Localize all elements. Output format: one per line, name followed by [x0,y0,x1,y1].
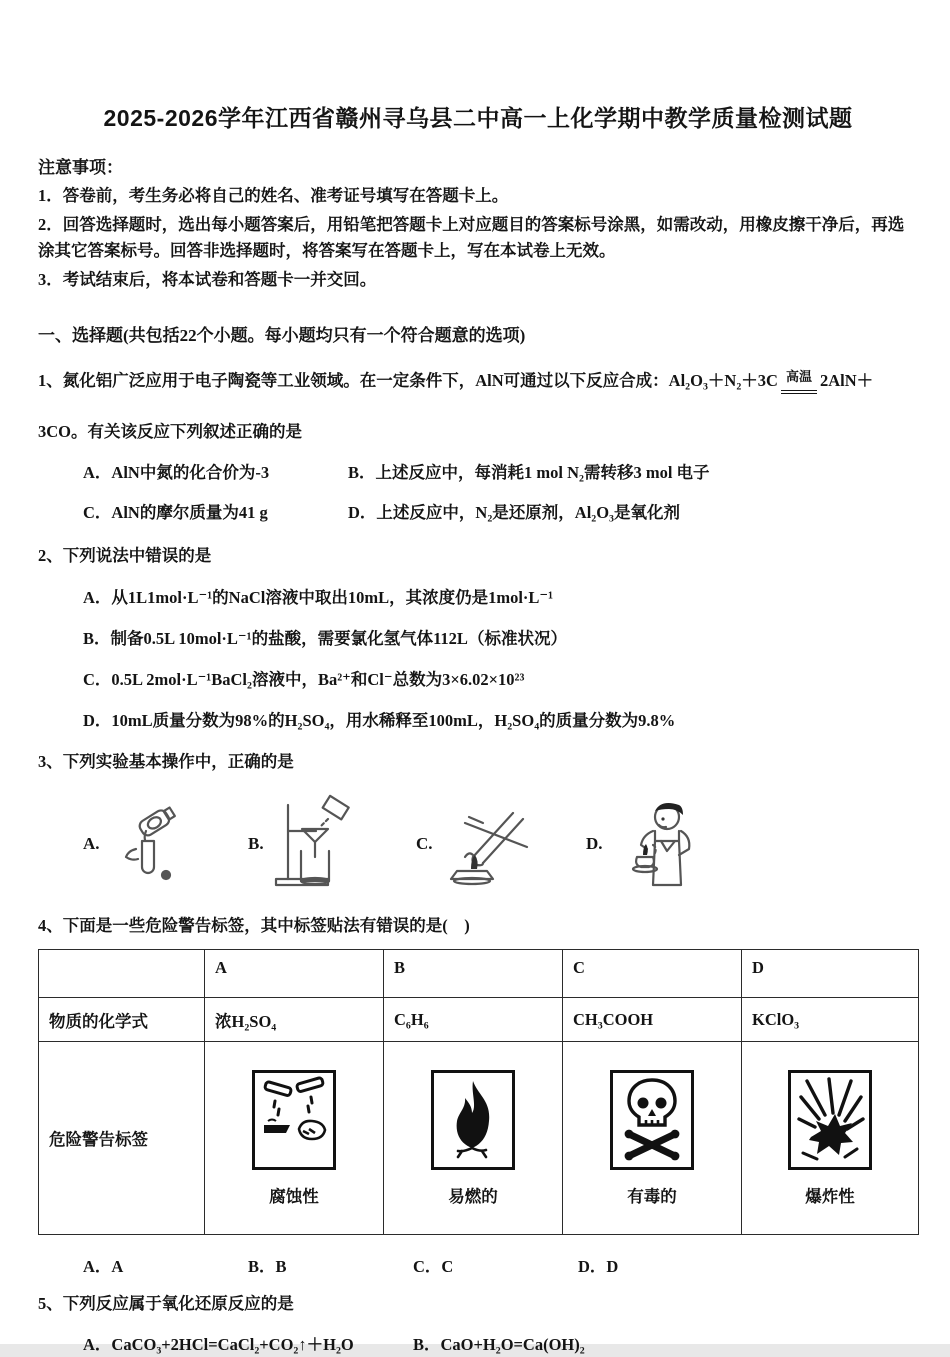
page-title: 2025-2026学年江西省赣州寻乌县二中高一上化学期中教学质量检测试题 [103,105,853,131]
flammable-label-box [431,1070,515,1170]
label-caption-explosive: 爆炸性 [805,1186,855,1206]
filtration-apparatus-icon [270,795,365,893]
equation-left: Al₂O₃＋N₂＋3C [668,371,778,390]
q3-option-b-label: B. [248,834,264,853]
q5-options-row [38,1333,918,1357]
notice-section [38,153,918,293]
explosive-icon [795,1075,865,1165]
label-caption-corrosive: 腐蚀性 [269,1186,319,1206]
q4-option-b: B．B [248,1257,287,1276]
table-header-row [39,950,919,998]
label-cell-explosive [742,1042,919,1235]
corrosive-label-box [252,1070,336,1170]
q5-option-b: B．CaO+H₂O=Ca(OH)₂ [413,1335,585,1354]
corrosive-icon [259,1077,329,1163]
q4-option-c: C．C [413,1257,454,1276]
header-d: D [742,950,919,998]
question-1-text: 1、氮化铝广泛应用于电子陶瓷等工业领域。在一定条件下，AlN可通过以下反应合成： [38,371,669,390]
notice-item-1: 1．答卷前，考生务必将自己的姓名、准考证号填写在答题卡上。 [38,186,509,205]
question-1-options-row-2 [38,501,918,525]
toxic-icon [617,1076,687,1164]
q3-figure-a [83,797,248,892]
question-1-stem [38,368,918,399]
hazard-label-table [38,949,919,1235]
q4-answers-row [38,1253,918,1277]
header-a: A [205,950,384,998]
formula-c: CH₃COOH [563,998,742,1042]
formula-b: C₆H₆ [384,998,563,1042]
q2-option-c: C．0.5L 2mol·L⁻¹BaCl₂溶液中，Ba²⁺和Cl⁻总数为3×6.02×10²³ [83,670,525,689]
question-2-stem: 2、下列说法中错误的是 [38,546,212,565]
notice-item-3: 3．考试结束后，将本试卷和答题卡一并交回。 [38,270,377,289]
formula-row [39,998,919,1042]
question-5-stem: 5、下列反应属于氧化还原反应的是 [38,1294,294,1313]
question-1-stem-continued: 3CO。有关该反应下列叙述正确的是 [38,422,302,441]
section-1-heading: 一、选择题(共包括22个小题。每小题均只有一个符合题意的选项) [38,326,526,345]
question-1-options-row-1 [38,461,918,485]
pour-liquid-into-test-tube-icon [106,797,201,892]
header-empty-cell [39,950,205,998]
notice-heading: 注意事项： [38,158,123,177]
formula-d: KClO₃ [742,998,919,1042]
question-3-stem: 3、下列实验基本操作中，正确的是 [38,752,294,771]
q1-option-a: A．AlN中氮的化合价为-3 [83,463,270,482]
q3-option-d-label: D. [586,834,603,853]
q2-option-b: B．制备0.5L 10mol·L⁻¹的盐酸，需要氯化氢气体112L（标准状况） [83,629,567,648]
heating-test-tube-over-lamp-icon [439,797,549,892]
q3-figure-c [416,797,586,892]
q3-figure-d [586,795,756,893]
q1-option-b: B．上述反应中，每消耗1 mol N₂需转移3 mol 电子 [348,463,710,482]
q4-option-d: D．D [578,1257,619,1276]
label-cell-toxic [563,1042,742,1235]
q4-option-a: A．A [83,1257,124,1276]
question-4-stem: 4、下面是一些危险警告标签，其中标签贴法有错误的是( ) [38,916,470,935]
formula-a: 浓H₂SO₄ [205,998,384,1042]
equation-condition: 高温 [781,364,817,394]
person-smelling-gas-icon [609,795,704,893]
q3-option-c-label: C. [416,834,433,853]
q3-option-a-label: A. [83,834,100,853]
q1-option-c: C．AlN的摩尔质量为41 g [83,503,268,522]
equation-right: 2AlN＋ [819,371,874,390]
label-row-label: 危险警告标签 [39,1042,205,1235]
label-row [39,1042,919,1235]
q2-option-d: D．10mL质量分数为98%的H₂SO₄，用水稀释至100mL，H₂SO₄的质量分数为9.8% [83,711,676,730]
label-caption-flammable: 易燃的 [448,1186,498,1206]
header-b: B [384,950,563,998]
q5-option-a: A．CaCO₃+2HCl=CaCl₂+CO₂↑＋H₂O [83,1335,354,1354]
q2-option-a: A．从1L1mol·L⁻¹的NaCl溶液中取出10mL，其浓度仍是1mol·L⁻¹ [83,588,554,607]
label-cell-flammable [384,1042,563,1235]
label-caption-toxic: 有毒的 [627,1186,677,1206]
q1-option-d: D．上述反应中，N₂是还原剂，Al₂O₃是氧化剂 [348,503,681,522]
header-c: C [563,950,742,998]
toxic-label-box [610,1070,694,1170]
flammable-icon [440,1077,506,1163]
q1-reaction-equation [669,371,873,390]
q3-figures-row [38,789,918,899]
q3-figure-b [248,795,416,893]
notice-item-2: 2．回答选择题时，选出每小题答案后，用铅笔把答题卡上对应题目的答案标号涂黑，如需改动，用橡皮擦干净后，再选涂其它答案标号。回答非选择题时，将答案写在答题卡上，写在本试卷上无效。 [38,215,905,260]
label-cell-corrosive [205,1042,384,1235]
formula-row-label: 物质的化学式 [39,998,205,1042]
explosive-label-box [788,1070,872,1170]
